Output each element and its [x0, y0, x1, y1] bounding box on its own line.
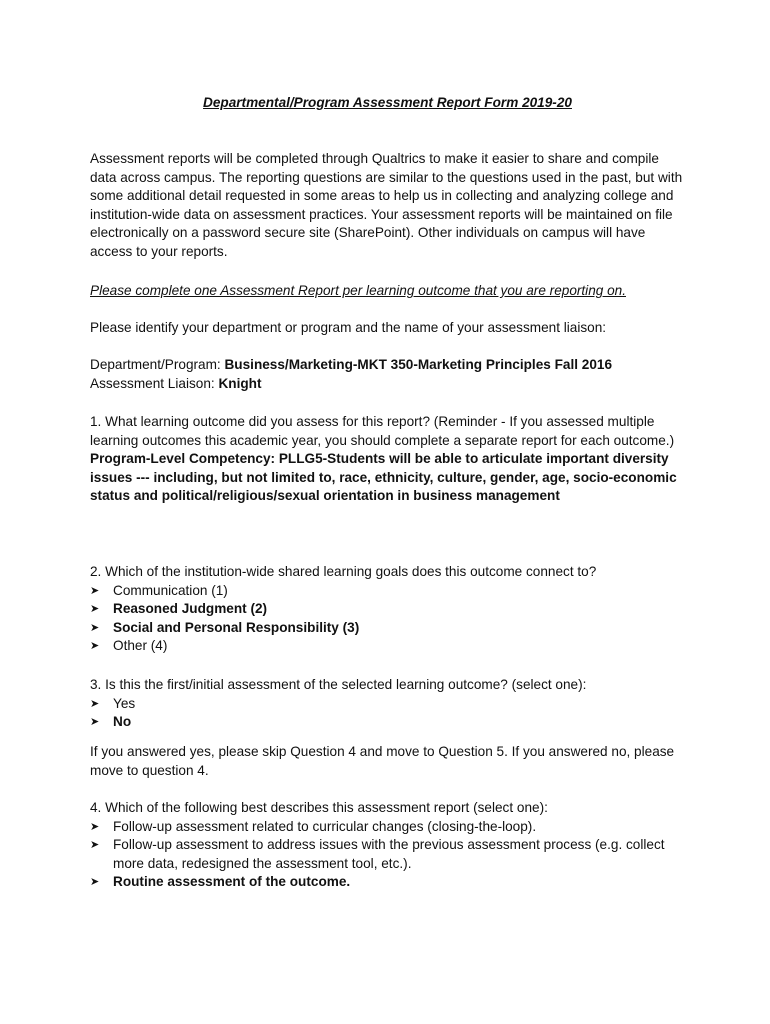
option-other: ➤ Other (4) [90, 637, 685, 656]
question-2 [90, 563, 685, 656]
option-reasoned-judgment: ➤ Reasoned Judgment (2) [90, 600, 685, 619]
question-1 [90, 413, 685, 506]
arrow-bullet-icon: ➤ [90, 820, 100, 833]
arrow-bullet-icon: ➤ [90, 697, 100, 710]
instruction-text: Please complete one Assessment Report per learning outcome that you are reporting on. [90, 283, 626, 298]
question-4 [90, 799, 685, 892]
question-3 [90, 676, 685, 732]
option-yes: ➤ Yes [90, 695, 685, 714]
question-1-answer: Program-Level Competency: PLLG5-Students will be able to articulate important diversity issues --- including, but not limited to, race, ethnicity, culture, gender, age, socio-economic status and political/religious/sexual orientation in business management [90, 451, 677, 504]
option-process-followup: ➤ Follow-up assessment to address issues with the previous assessment process (e.g. collect more data, redesigned the assessment tool, etc.). [90, 837, 665, 871]
option-social-responsibility: ➤ Social and Personal Responsibility (3) [90, 619, 685, 638]
option-curricular-followup: ➤ Follow-up assessment related to curricular changes (closing-the-loop). [90, 818, 685, 837]
intro-paragraph: Assessment reports will be completed through Qualtrics to make it easier to share and compile data across campus. The reporting questions are similar to the questions used in the past, but with some additional detail requested in some areas to help us in collecting and analyzing college and institution-wide data on assessment practices. Your assessment reports will be maintained on file electronically on a password secure site (SharePoint). Other individuals on campus will have access to your reports. [90, 151, 683, 259]
question-3-options [90, 695, 685, 732]
question-1-text: 1. What learning outcome did you assess for this report? (Reminder - If you assessed multiple learning outcomes this academic year, you should complete a separate report for each outcome.) [90, 414, 675, 448]
question-2-text: 2. Which of the institution-wide shared learning goals does this outcome connect to? [90, 564, 597, 579]
arrow-bullet-icon: ➤ [90, 716, 100, 729]
arrow-bullet-icon: ➤ [90, 603, 100, 616]
arrow-bullet-icon: ➤ [90, 839, 100, 852]
option-communication: ➤ Communication (1) [90, 582, 685, 601]
identify-prompt: Please identify your department or program and the name of your assessment liaison: [90, 320, 607, 335]
liaison-line [90, 375, 685, 394]
department-line [90, 356, 685, 375]
liaison-value: Knight [218, 376, 262, 391]
department-label: Department/Program: [90, 357, 225, 372]
question-4-options [90, 818, 685, 892]
liaison-label: Assessment Liaison: [90, 376, 219, 391]
arrow-bullet-icon: ➤ [90, 584, 100, 597]
arrow-bullet-icon: ➤ [90, 640, 100, 653]
question-4-text: 4. Which of the following best describes this assessment report (select one): [90, 800, 548, 815]
arrow-bullet-icon: ➤ [90, 876, 100, 889]
skip-note: If you answered yes, please skip Question 4 and move to Question 5. If you answered no, please move to question 4. [90, 744, 675, 778]
question-2-options [90, 582, 685, 656]
option-routine: ➤ Routine assessment of the outcome. [90, 873, 685, 892]
form-title: Departmental/Program Assessment Report Form 2019-20 [203, 95, 572, 110]
option-no: ➤ No [90, 713, 685, 732]
question-3-text: 3. Is this the first/initial assessment of the selected learning outcome? (select one): [90, 677, 587, 692]
department-value: Business/Marketing-MKT 350-Marketing Principles Fall 2016 [224, 357, 613, 372]
arrow-bullet-icon: ➤ [90, 621, 100, 634]
